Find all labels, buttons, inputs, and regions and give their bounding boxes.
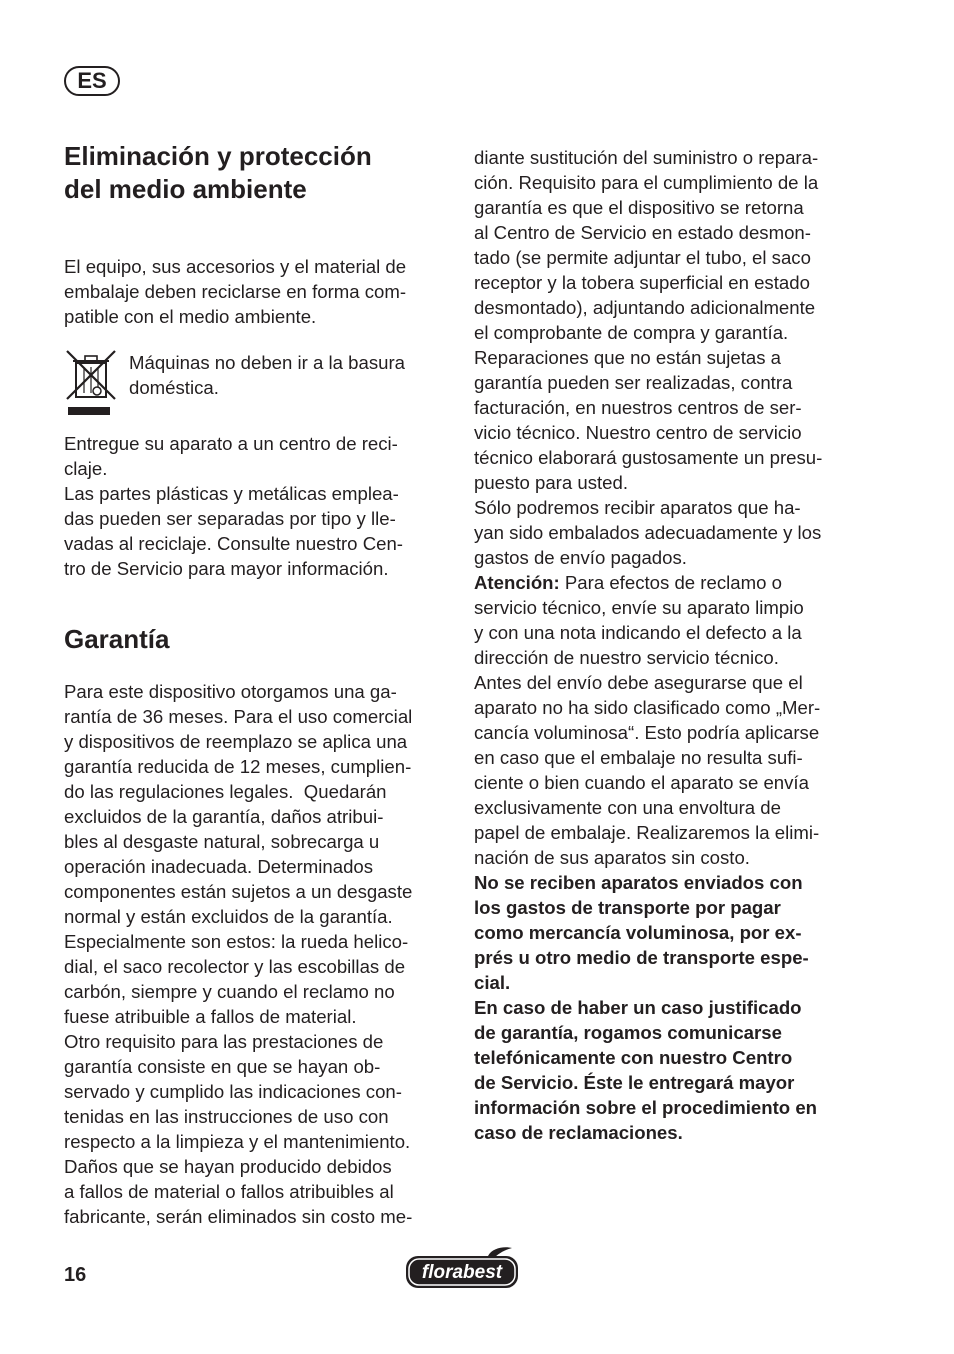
text-line: ciente o bien cuando el aparato se envía [474,772,809,793]
text-line: servado y cumplido las indicaciones con- [64,1081,402,1102]
text-line: dial, el saco recolector y las escobillas de [64,956,406,977]
text-line: al Centro de Servicio en estado desmon- [474,222,811,243]
florabest-logo [404,1246,520,1290]
text-line: papel de embalaje. Realizaremos la elimi- [474,822,820,843]
recycling-paragraph [64,431,454,581]
attention-line: Atención: Para efectos de reclamo o [474,572,782,593]
text-line: fabricante, serán eliminados sin costo me- [64,1206,413,1227]
text-line: diante sustitución del suministro o repara- [474,147,819,168]
text-line: El equipo, sus accesorios y el material de [64,256,407,277]
text-line: puesto para usted. [474,472,629,493]
text-line: das pueden ser separadas por tipo y lle- [64,508,396,529]
text-line: aparato no ha sido clasificado como „Mer- [474,697,821,718]
page-number: 16 [64,1264,87,1286]
text-line: respecto a la limpieza y el mantenimiento. [64,1131,411,1152]
text-line: Daños que se hayan producido debidos [64,1156,392,1177]
text-line: exclusivamente con una envoltura de [474,797,781,818]
text-line: tado (se permite adjuntar el tubo, el saco [474,247,811,268]
text-line: componentes están sujetos a un desgaste [64,881,413,902]
svg-text:florabest: florabest [421,1262,503,1283]
section-title-warranty: Garantía [64,624,170,654]
text-line: vicio técnico. Nuestro centro de servicio [474,422,802,443]
text-line: En caso de haber un caso justificado [474,997,802,1018]
text-line: claje. [64,458,108,479]
weee-notice [64,350,454,417]
text-line: gastos de envío pagados. [474,547,687,568]
text-line: operación inadecuada. Determinados [64,856,374,877]
text-line: información sobre el procedimiento en [474,1097,818,1118]
weee-text: Máquinas no deben ir a la basura doméstica. [129,352,405,398]
text-line: los gastos de transporte por pagar [474,897,781,918]
text-line: a fallos de material o fallos atribuibles al [64,1181,394,1202]
text-line: y dispositivos de reemplazo se aplica una [64,731,408,752]
warranty-paragraph [64,679,454,1229]
text-line: técnico elaborará gustosamente un presu- [474,447,823,468]
text-line: garantía consiste en que se hayan ob- [64,1056,381,1077]
text-line: dirección de nuestro servicio técnico. [474,647,779,668]
right-column [474,145,869,1145]
text-line: garantía reducida de 12 meses, cumplien- [64,756,412,777]
text-line: cancía voluminosa“. Esto podría aplicarse [474,722,820,743]
text-line: desmontado), adjuntando adicionalmente [474,297,816,318]
text-line: embalaje deben reciclarse en forma com- [64,281,407,302]
text-line: Otro requisito para las prestaciones de [64,1031,384,1052]
text-line: Especialmente son estos: la rueda helico- [64,931,409,952]
text-line: excluidos de la garantía, daños atribui- [64,806,384,827]
language-badge: ES [64,66,120,96]
text-line: prés u otro medio de transporte espe- [474,947,809,968]
disposal-paragraph [64,254,454,329]
text-line: facturación, en nuestros centros de ser- [474,397,802,418]
text-line: cial. [474,972,511,993]
section-title-disposal: Eliminación y protección del medio ambiente [64,141,372,204]
text-line: garantía pueden ser realizadas, contra [474,372,793,393]
text-line: nación de sus aparatos sin costo. [474,847,750,868]
text-line: como mercancía voluminosa, por ex- [474,922,802,943]
text-line: fuese atribuible a fallos de material. [64,1006,357,1027]
text-line: el comprobante de compra y garantía. [474,322,789,343]
text-line: ción. Requisito para el cumplimiento de la [474,172,819,193]
text-line: No se reciben aparatos enviados con [474,872,803,893]
text-line: de Servicio. Éste le entregará mayor [474,1072,795,1093]
text-line: Entregue su aparato a un centro de reci- [64,433,398,454]
text-line: Para este dispositivo otorgamos una ga- [64,681,397,702]
text-line: en caso que el embalaje no resulta sufi- [474,747,803,768]
text-line: Antes del envío debe asegurarse que el [474,672,803,693]
text-line: y con una nota indicando el defecto a la [474,622,802,643]
bold-notice-transport [474,870,869,995]
text-line: receptor y la tobera superficial en estado [474,272,810,293]
text-line: do las regulaciones legales. Quedarán [64,781,387,802]
text-line: servicio técnico, envíe su aparato limpio [474,597,804,618]
text-line: yan sido embalados adecuadamente y los [474,522,822,543]
text-line: Las partes plásticas y metálicas emplea- [64,483,399,504]
bold-notice-contact [474,995,869,1145]
text-line: Sólo podremos recibir aparatos que ha- [474,497,801,518]
text-line: patible con el medio ambiente. [64,306,317,327]
text-line: vadas al reciclaje. Consulte nuestro Cen- [64,533,403,554]
text-line: carbón, siempre y cuando el reclamo no [64,981,395,1002]
text-line: Reparaciones que no están sujetas a [474,347,782,368]
attention-paragraph [474,595,869,870]
text-line: telefónicamente con nuestro Centro [474,1047,793,1068]
text-line: tro de Servicio para mayor información. [64,558,389,579]
text-line: de garantía, rogamos comunicarse [474,1022,782,1043]
text-line: garantía es que el dispositivo se retorna [474,197,804,218]
text-line: rantía de 36 meses. Para el uso comercial [64,706,413,727]
crossed-bin-icon [64,347,120,417]
text-line: bles al desgaste natural, sobrecarga u [64,831,380,852]
text-line: tenidas en las instrucciones de uso con [64,1106,389,1127]
left-column [64,140,454,1229]
text-line: normal y están excluidos de la garantía. [64,906,393,927]
warranty-continued-paragraph [474,145,869,570]
text-line: caso de reclamaciones. [474,1122,683,1143]
